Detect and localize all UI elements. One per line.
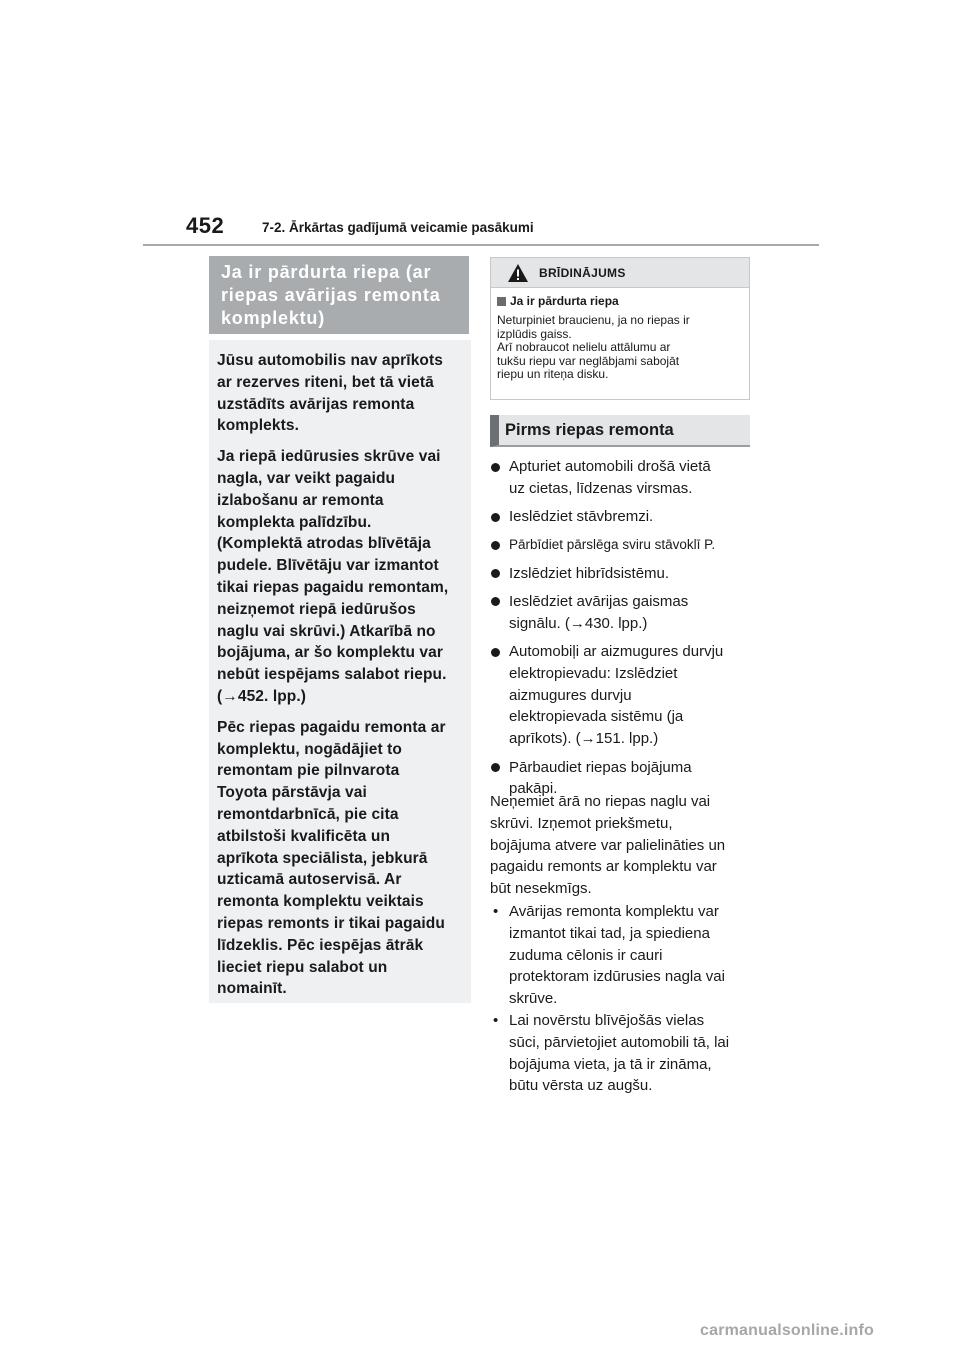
list-item: [490, 456, 760, 500]
right-section-heading: Pirms riepas remonta: [490, 415, 750, 447]
list-item-text: Ieslēdziet avārijas gaismas signālu. (→430. lpp.): [509, 592, 689, 632]
header-rule: [143, 244, 819, 246]
list-item: [490, 591, 760, 635]
list-item-text: Izslēdziet hibrīdsistēmu.: [509, 564, 670, 582]
list-item: [490, 506, 760, 528]
steps-list: [490, 456, 760, 807]
bullet-icon: [491, 569, 500, 578]
warning-subheading-text: Ja ir pārdurta riepa: [510, 294, 619, 308]
left-paragraph: Ja riepā iedūrusies skrūve vai nagla, var veikt pagaidu izlabošanu ar remonta komplekta palīdzību. (Komplektā atrodas blīvētāja pudele. Blīvētāju var izmantot tikai riepas pagaidu remontam, neizņemot riepā iedūrušos naglu vai skrūvi.) Atkarībā no bojājuma, ar šo komplektu var nebūt iespējams salabot riepu. (→452. lpp.): [217, 448, 449, 705]
watermark: carmanualsonline.info: [700, 1322, 875, 1339]
warning-text: Neturpiniet braucienu, ja no riepas ir izplūdis gaiss. Arī nobraucot nelielu attālumu ar tukšu riepu var neglābjami sabojāt riepu un riteņa disku.: [497, 313, 690, 381]
dot-marker: •: [493, 903, 499, 920]
square-bullet-icon: [497, 297, 506, 306]
left-info-box: [209, 340, 471, 1003]
bullet-icon: [491, 648, 500, 657]
bullet-icon: [491, 463, 500, 472]
warning-header: [491, 258, 749, 288]
list-item-text: Pārbīdiet pārslēga sviru stāvoklī P.: [509, 537, 716, 553]
left-paragraph: Pēc riepas pagaidu remonta ar komplektu, nogādājiet to remontam pie pilnvarota Toyota pārstāvja vai remontdarbnīcā, pie cita atbilstoši kvalificēta un aprīkota speciālista, jebkurā uzticamā autoservisā. Ar remonta komplektu veiktais riepas remonts ir tikai pagaidu līdzeklis. Pēc iespējas ātrāk lieciet riepu salabot un nomainīt.: [217, 718, 446, 998]
warning-triangle-icon: [507, 263, 529, 283]
body-paragraph: Neņemiet ārā no riepas naglu vai skrūvi. Izņemot priekšmetu, bojājuma atvere var palielināties un pagaidu remonts ar komplektu var būt nesekmīgs.: [490, 793, 726, 898]
list-item: [490, 641, 760, 750]
dot-marker: •: [493, 1011, 499, 1029]
left-paragraph: Jūsu automobilis nav aprīkots ar rezerves riteni, bet tā vietā uzstādīts avārijas remonta komplekts.: [217, 352, 443, 435]
bullet-icon: [491, 513, 500, 522]
page-number: 452: [186, 213, 225, 238]
warning-box: [490, 257, 750, 400]
list-item-text: Ieslēdziet stāvbremzi.: [509, 508, 654, 526]
warning-label: BRĪDINĀJUMS: [539, 265, 626, 280]
list-item-text: Lai novērstu blīvējošās vielas sūci, pārvietojiet automobili tā, lai bojājuma vieta, ja tā ir zināma, būtu vērsta uz augšu.: [509, 1011, 730, 1095]
list-item: [490, 1010, 760, 1097]
list-item-text: Automobiļi ar aizmugures durvju elektropievadu: Izslēdziet aizmugures durvju elektropievada sistēmu (ja aprīkots). (→151. lpp.): [509, 643, 724, 748]
list-item: [490, 563, 760, 585]
section-title: 7-2. Ārkārtas gadījumā veicamie pasākumi: [262, 220, 534, 235]
bullet-icon: [491, 763, 500, 772]
list-item-text: Apturiet automobili drošā vietā uz cietas, līdzenas virsmas.: [509, 458, 711, 497]
list-item: [490, 901, 760, 1010]
warning-subheading: [497, 294, 749, 308]
bullet-icon: [491, 597, 500, 606]
list-item-text: Pārbaudiet riepas bojājuma pakāpi.: [509, 758, 692, 798]
bullet-icon: [491, 541, 500, 550]
list-item-text: Avārijas remonta komplektu var izmantot tikai tad, ja spiediena zuduma cēlonis ir cauri protektoram izdūrusies nagla vai skrūve.: [509, 903, 725, 1008]
notes-list: [490, 901, 760, 1097]
list-item: [490, 534, 760, 556]
left-section-heading: Ja ir pārdurta riepa (ar riepas avārijas remonta komplektu): [209, 256, 469, 334]
